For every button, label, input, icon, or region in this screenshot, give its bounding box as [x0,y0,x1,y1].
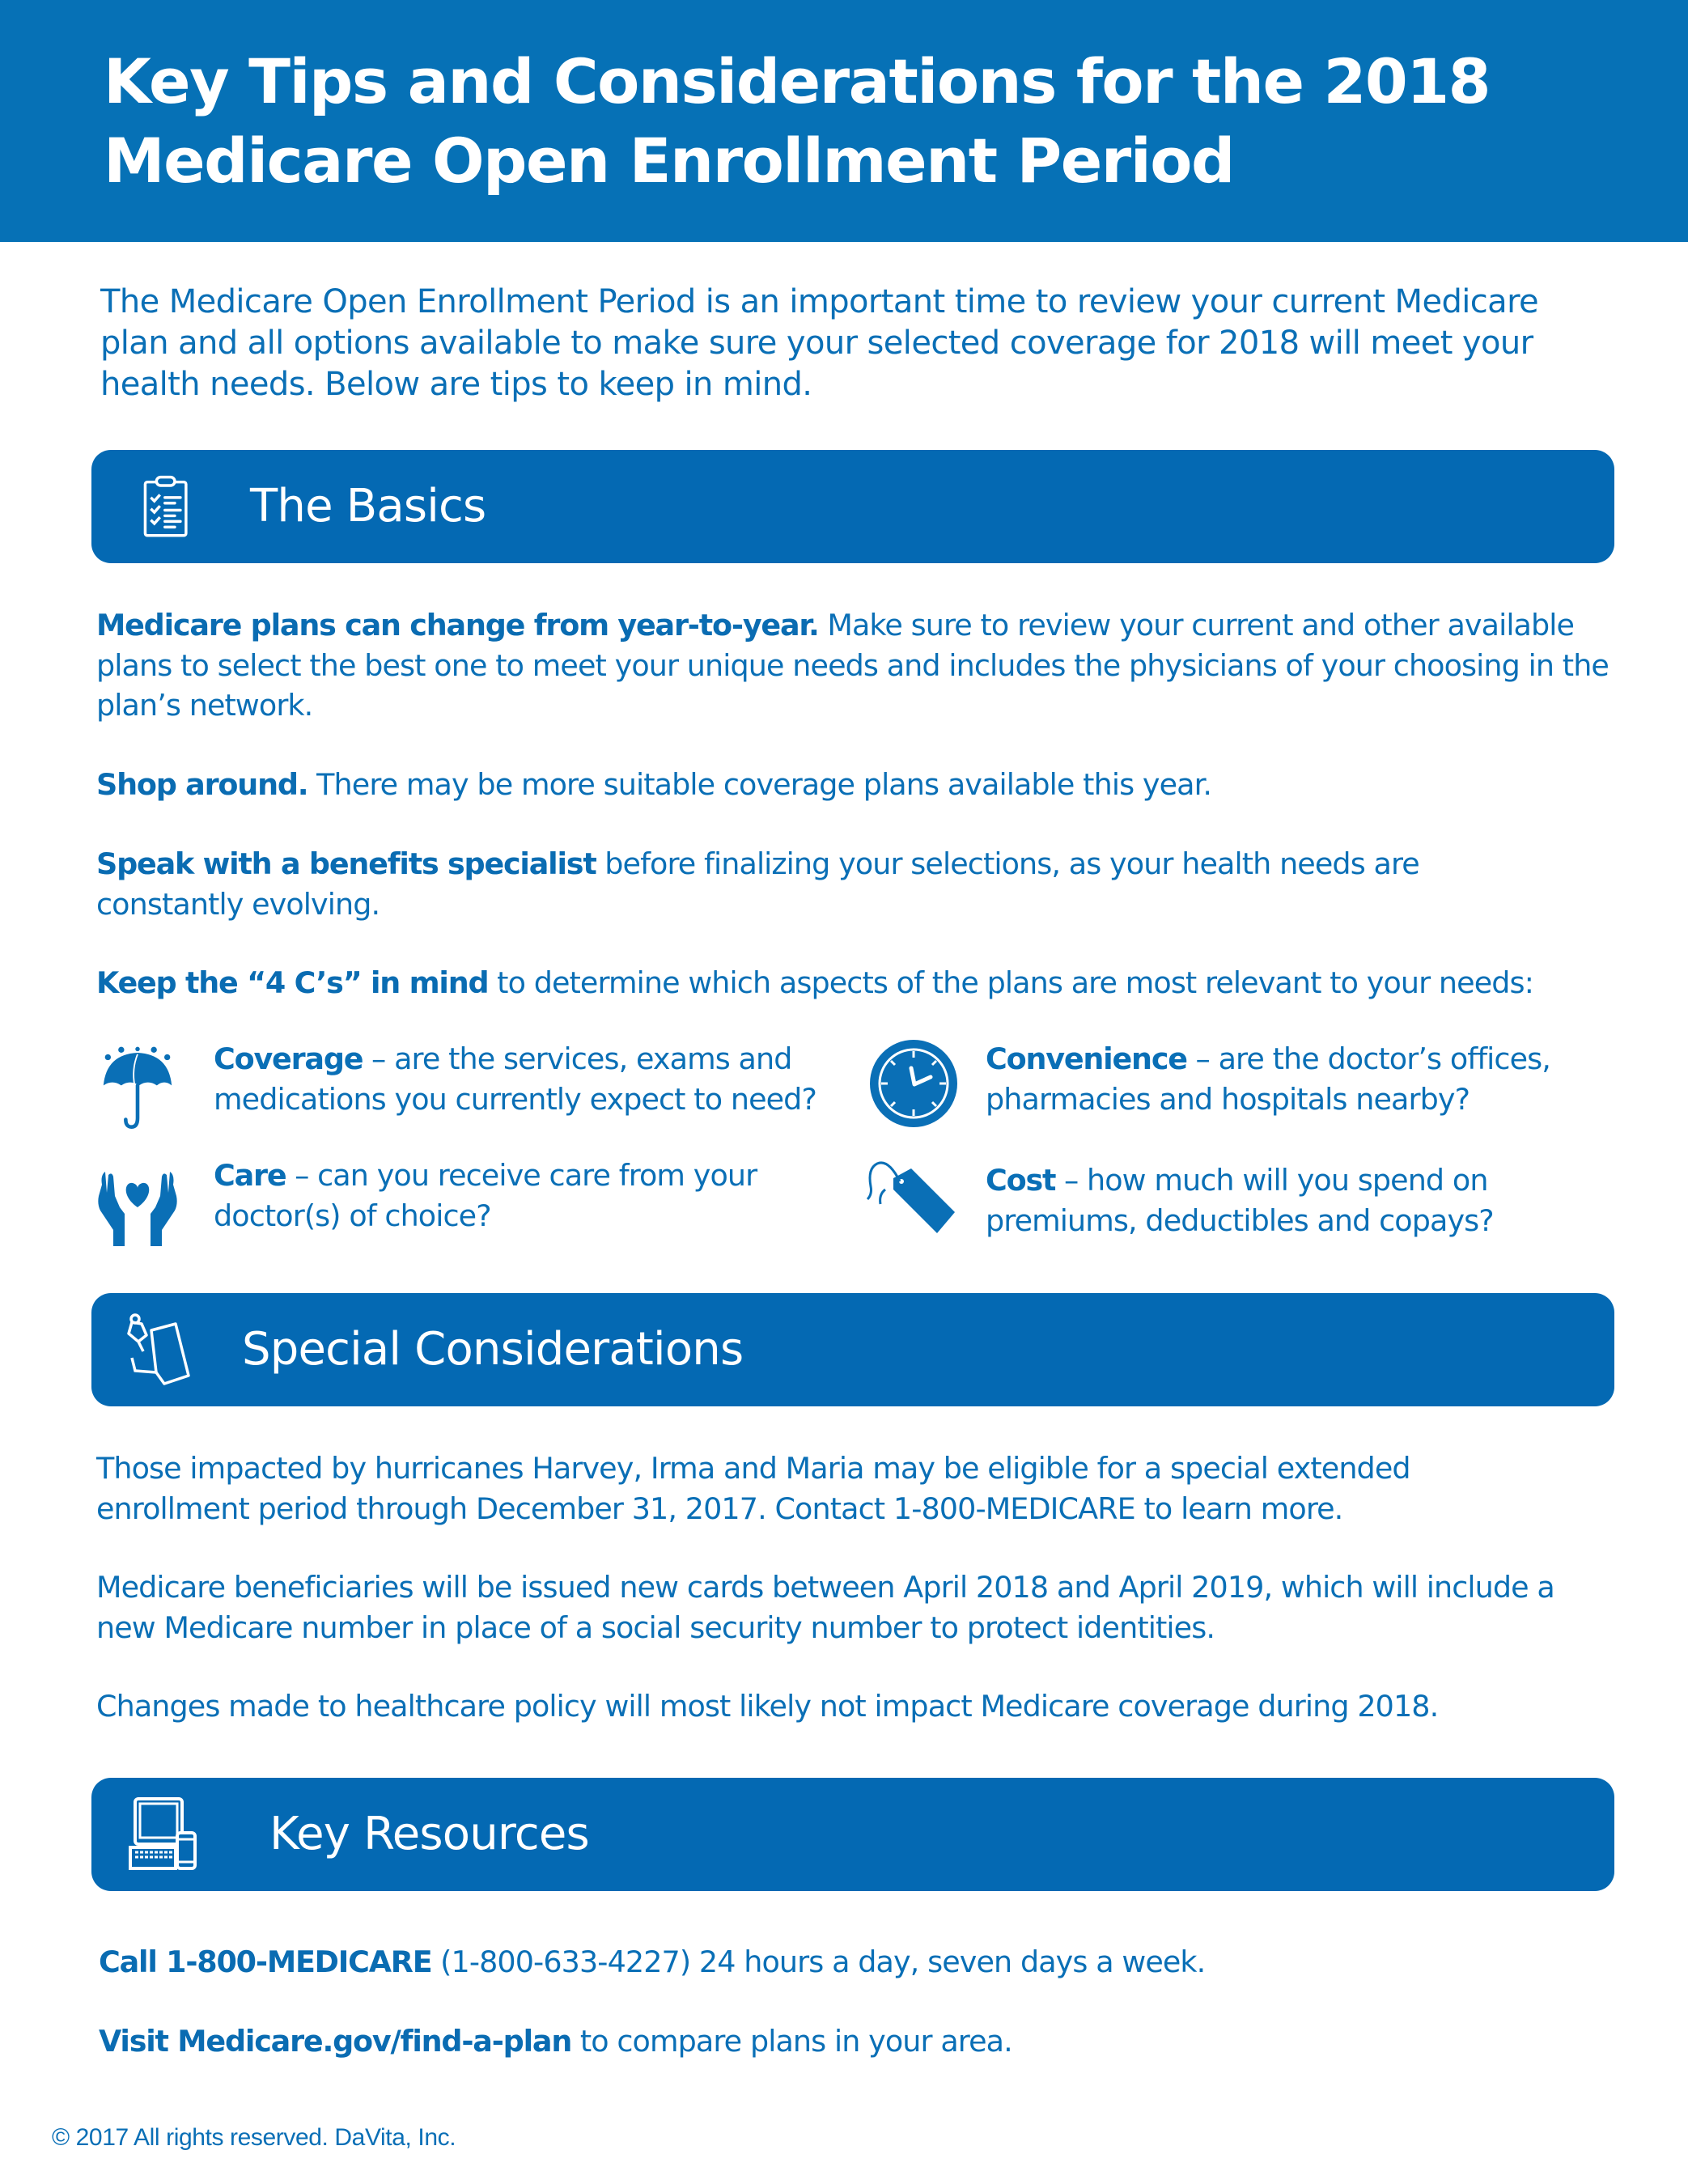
four-cs-text [986,1039,1617,1119]
header-banner [0,0,1688,242]
clock-icon [869,1039,958,1128]
resource-paragraph [99,1942,1620,1983]
resource-link[interactable]: Visit Medicare.gov/find-a-plan [99,2024,572,2059]
tip-bold: Speak with a benefits specialist [96,846,596,881]
tip-paragraph [96,844,1553,924]
section-title: Special Considerations [242,1323,744,1376]
tip-bold: Medicare plans can change from year-to-year. [96,608,819,642]
title-line-2: Medicare Open Enrollment Period [104,125,1234,197]
four-cs-label: Coverage [214,1041,363,1076]
hands-heart-icon [97,1160,178,1249]
section-title: The Basics [250,480,486,532]
tip-text: Make sure to review your current and other available plans to select the best one to meet your unique needs and includes the physicians of your choosing in the plan’s network. [96,608,1609,723]
price-tag-icon [864,1154,961,1243]
tip-paragraph [96,605,1618,726]
laptop-phone-icon [125,1794,206,1875]
tip-bold: Shop around. [96,767,308,802]
tip-text: to determine which aspects of the plans are most relevant to your needs: [488,965,1534,1000]
tip-paragraph [96,963,1618,1003]
page-title [104,42,1641,201]
four-cs-description: – are the doctor’s offices, pharmacies and hospitals nearby? [986,1041,1550,1117]
four-cs-text [214,1039,845,1119]
title-line-1: Key Tips and Considerations for the 2018 [104,45,1491,117]
four-cs-description: – can you receive care from your doctor(s) of choice? [214,1158,757,1233]
tip-text: There may be more suitable coverage plans available this year. [307,767,1212,802]
pinned-note-icon [124,1311,198,1385]
tip-bold: Keep the “4 C’s” in mind [96,965,489,1000]
four-cs-label: Convenience [986,1041,1187,1076]
four-cs-label: Care [214,1158,286,1193]
intro-paragraph: The Medicare Open Enrollment Period is an important time to review your current Medicare plan and all options available to make sure your selected coverage for 2018 will meet your health needs. Below are tips to keep in mind. [100,283,1539,403]
four-cs-description: – how much will you spend on premiums, deductibles and copays? [986,1163,1494,1238]
special-paragraph: Medicare beneficiaries will be issued new cards between April 2018 and April 2019, which will include a new Medicare number in place of a social security number to protect identities. [96,1570,1554,1645]
resource-text: (1-800-633-4227) 24 hours a day, seven days a week. [431,1944,1206,1979]
section-title: Key Resources [269,1808,589,1860]
tip-text: before finalizing your selections, as your health needs are constantly evolving. [96,846,1419,922]
special-paragraph: Those impacted by hurricanes Harvey, Irma and Maria may be eligible for a special extended enrollment period through December 31, 2017. Contact 1-800-MEDICARE to learn more. [96,1451,1410,1526]
section-banner-special [91,1293,1614,1406]
umbrella-icon [97,1044,178,1133]
section-banner-resources [91,1778,1614,1891]
copyright-footer: © 2017 All rights reserved. DaVita, Inc. [52,2124,456,2151]
resource-paragraph [99,2021,1620,2062]
clipboard-checklist-icon [137,471,201,544]
resource-bold: Call 1-800-MEDICARE [99,1944,432,1979]
four-cs-text [214,1156,845,1236]
four-cs-description: – are the services, exams and medications you currently expect to need? [214,1041,816,1117]
special-paragraph: Changes made to healthcare policy will most likely not impact Medicare coverage during 2018. [96,1689,1439,1724]
four-cs-text [986,1160,1617,1240]
four-cs-label: Cost [986,1163,1056,1198]
resource-text: to compare plans in your area. [571,2024,1012,2059]
tip-paragraph [96,765,1618,805]
section-banner-basics [91,450,1614,563]
